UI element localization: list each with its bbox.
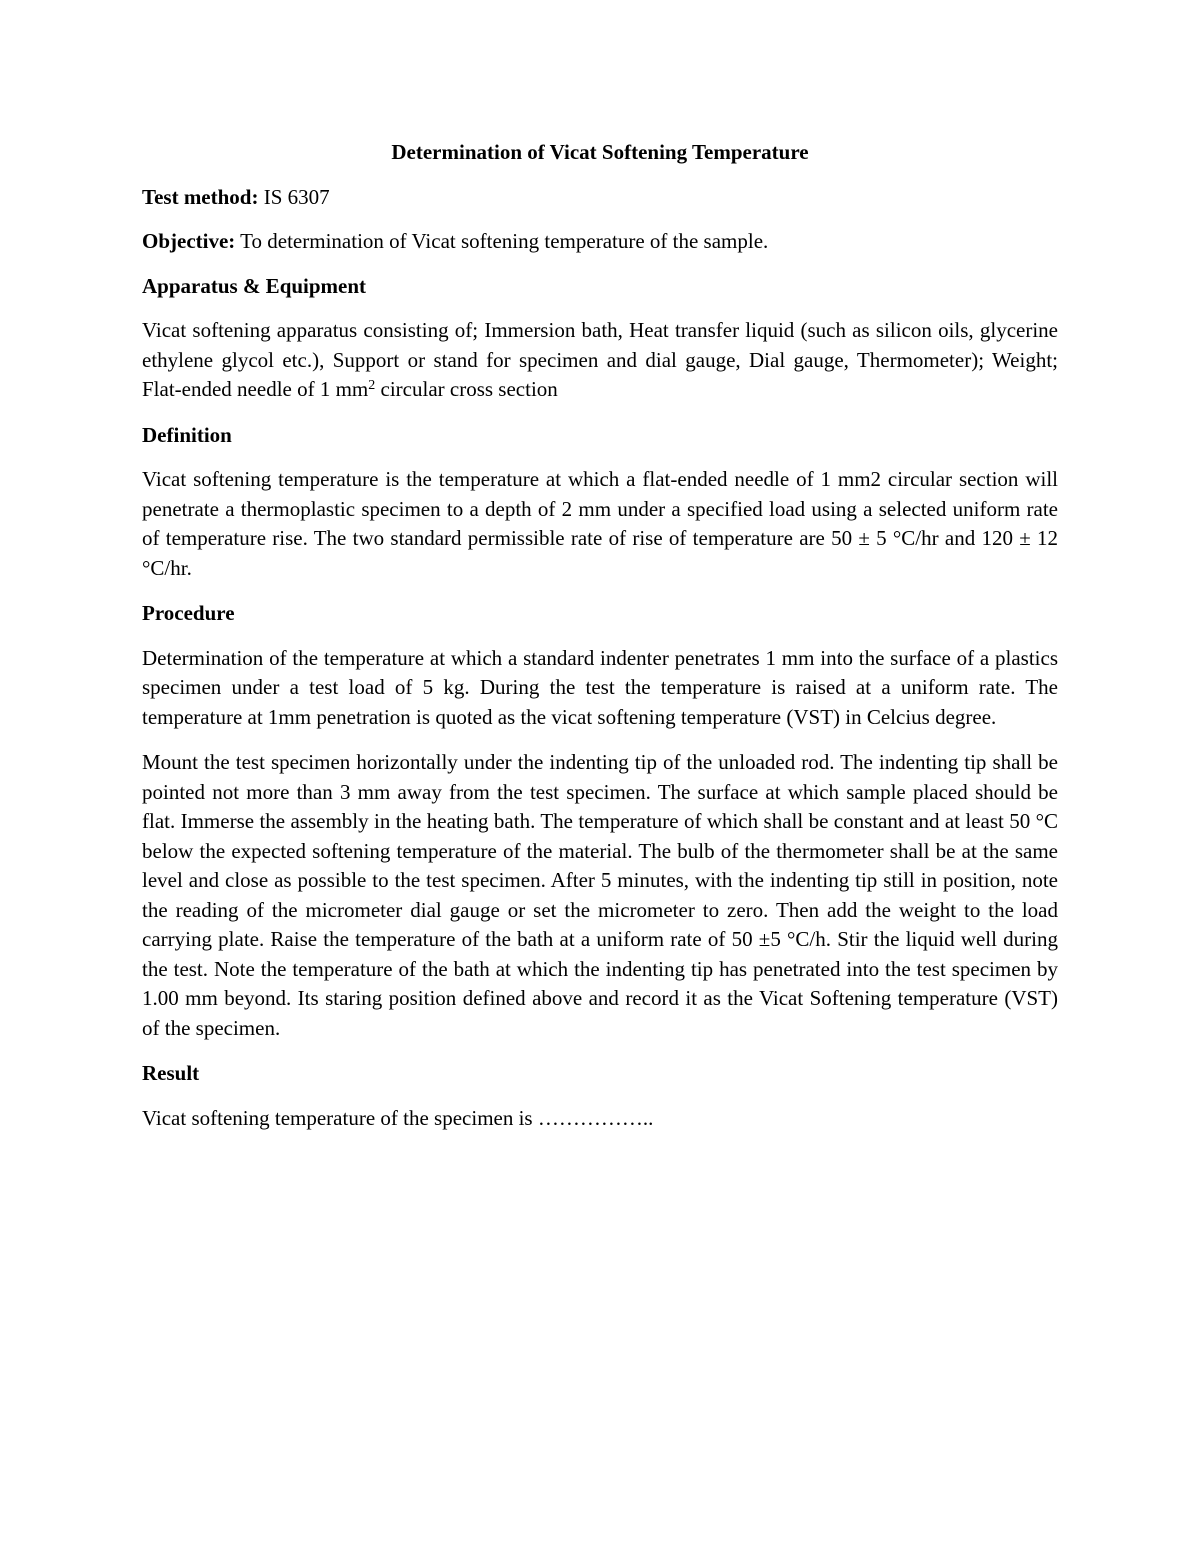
result-heading: Result	[142, 1061, 200, 1085]
test-method-label: Test method:	[142, 184, 259, 209]
objective-value: To determination of Vicat softening temperature of the sample.	[235, 229, 769, 253]
objective-line	[142, 227, 1058, 257]
apparatus-heading: Apparatus & Equipment	[142, 273, 367, 298]
apparatus-text: Vicat softening apparatus consisting of; Immersion bath, Heat transfer liquid (such as silicon oils, glycerine ethylene glycol etc.), Support or stand for specimen and dial gauge, Dial gauge, Thermometer); Weight; Flat-ended needle of 1 mm	[142, 318, 1058, 401]
test-method-value: IS 6307	[258, 184, 330, 209]
procedure-paragraph-1: Determination of the temperature at which a standard indenter penetrates 1 mm into the surface of a plastics specimen under a test load of 5 kg. During the test the temperature is raised at a uniform rate. The temperature at 1mm penetration is quoted as the vicat softening temperature (VST) in Celcius degree.	[142, 645, 1058, 729]
definition-paragraph: Vicat softening temperature is the temperature at which a flat-ended needle of 1 mm2 circular section will penetrate a thermoplastic specimen to a depth of 2 mm under a specified load using a selected uniform rate of temperature rise. The two standard permissible rate of rise of temperature are 50 ± 5 °C/hr and 120 ± 12 °C/hr.	[142, 467, 1058, 580]
test-method-line	[142, 183, 1058, 213]
objective-label: Objective:	[142, 229, 236, 253]
apparatus-paragraph	[142, 316, 1058, 405]
document-page	[142, 138, 1058, 1148]
definition-heading: Definition	[142, 422, 232, 447]
result-text: Vicat softening temperature of the specimen is ……………..	[142, 1105, 654, 1130]
procedure-heading: Procedure	[142, 601, 235, 625]
apparatus-superscript: 2	[368, 378, 376, 393]
document-title: Determination of Vicat Softening Temperature	[391, 140, 809, 164]
procedure-paragraph-2: Mount the test specimen horizontally under the indenting tip of the unloaded rod. The indenting tip shall be pointed not more than 3 mm away from the test specimen. The surface at which sample placed should be flat. Immerse the assembly in the heating bath. The temperature of which shall be constant and at least 50 °C below the expected softening temperature of the material. The bulb of the thermometer shall be at the same level and close as possible to the test specimen. After 5 minutes, with the indenting tip still in position, note the reading of the micrometer dial gauge or set the micrometer to zero. Then add the weight to the load carrying plate. Raise the temperature of the bath at a uniform rate of 50 ±5 °C/h. Stir the liquid well during the test. Note the temperature of the bath at which the indenting tip has penetrated into the test specimen by 1.00 mm beyond. Its staring position defined above and record it as the Vicat Softening temperature (VST) of the specimen.	[142, 750, 1058, 1040]
apparatus-text-end: circular cross section	[375, 377, 558, 401]
result-line	[142, 1104, 1058, 1134]
